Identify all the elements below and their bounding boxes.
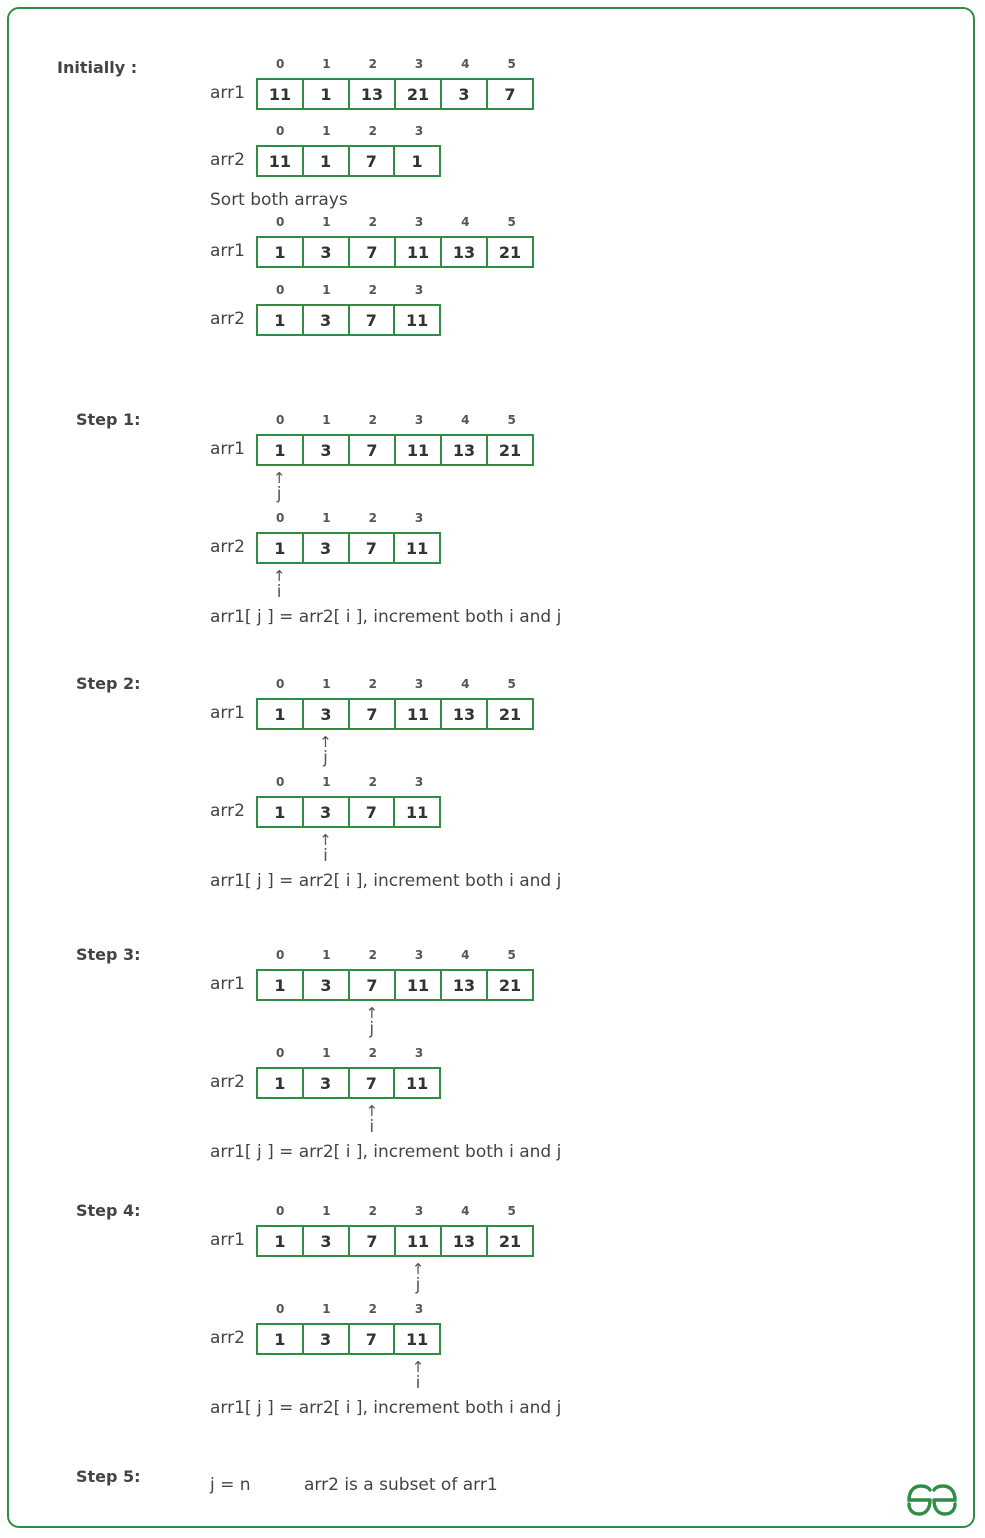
- array-index-label: 4: [461, 57, 470, 71]
- up-arrow-icon: ↑: [411, 1260, 425, 1278]
- array-index-label: 2: [368, 1046, 377, 1060]
- array-cell: 21: [486, 1227, 532, 1255]
- array-index-label: 3: [414, 948, 424, 962]
- step-note: arr2 is a subset of arr1: [304, 1475, 498, 1495]
- array-cell: 3: [302, 1227, 348, 1255]
- array-index-label: 3: [414, 677, 424, 691]
- array-index-label: 5: [507, 215, 516, 229]
- pointer-arrow: [315, 832, 335, 864]
- pointer-name: i: [276, 582, 282, 602]
- array-cell: 3: [302, 306, 348, 334]
- array-cell: 13: [348, 80, 394, 108]
- array-index-label: 1: [322, 1204, 331, 1218]
- array-cell: 1: [302, 80, 348, 108]
- array-name-label: arr1: [210, 703, 245, 723]
- array-index-label: 2: [368, 677, 377, 691]
- array-box: [256, 145, 441, 177]
- array-index-label: 3: [414, 413, 424, 427]
- up-arrow-icon: ↑: [365, 1102, 379, 1120]
- array-index-label: 3: [414, 1204, 424, 1218]
- array-cell: 21: [486, 436, 532, 464]
- array-cell: 13: [440, 1227, 486, 1255]
- array-name-label: arr1: [210, 83, 245, 103]
- array-index-label: 4: [461, 215, 470, 229]
- array-cell: 11: [394, 700, 440, 728]
- array-cell: 7: [348, 1227, 394, 1255]
- array-index-label: 2: [368, 57, 377, 71]
- array-cell: 11: [394, 971, 440, 999]
- up-arrow-icon: ↑: [272, 567, 286, 585]
- array-index-label: 2: [368, 215, 377, 229]
- array-index-label: 4: [461, 948, 470, 962]
- array-index-label: 4: [461, 677, 470, 691]
- array-cell: 11: [394, 238, 440, 266]
- pointer-arrow: [408, 1261, 428, 1293]
- array-cell: 1: [274, 1329, 286, 1349]
- array-index-label: 1: [322, 215, 331, 229]
- array-index-label: 0: [275, 511, 285, 525]
- array-cell: 21: [486, 238, 532, 266]
- array-index-label: 5: [507, 948, 516, 962]
- array-name-label: arr2: [210, 1328, 245, 1348]
- pointer-name: i: [369, 1117, 375, 1137]
- array-index-label: 0: [275, 1046, 285, 1060]
- gfg-logo-icon: [903, 1482, 961, 1518]
- array-cell: 3: [302, 1069, 348, 1097]
- array-box: [256, 532, 441, 564]
- section-heading: Step 1:: [76, 410, 141, 429]
- array-cell: 11: [394, 436, 440, 464]
- array-cell: 13: [440, 700, 486, 728]
- array-cell: 7: [348, 534, 394, 562]
- array-name-label: arr1: [210, 974, 245, 994]
- array-box: [256, 1225, 534, 1257]
- array-cell: 3: [302, 1325, 348, 1353]
- pointer-name: j: [276, 484, 282, 504]
- array-name-label: arr2: [210, 537, 245, 557]
- section-heading: Step 5:: [76, 1467, 141, 1486]
- step-note: arr1[ j ] = arr2[ i ], increment both i and j: [210, 1398, 562, 1418]
- section-heading: Step 4:: [76, 1201, 141, 1220]
- array-cell: 1: [393, 147, 439, 175]
- pointer-arrow: [315, 734, 335, 766]
- section-heading: Step 2:: [76, 674, 141, 693]
- array-index-label: 1: [322, 677, 331, 691]
- array-cell: 3: [440, 80, 486, 108]
- array-cell: 1: [274, 1231, 286, 1251]
- pointer-arrow: [269, 568, 289, 600]
- array-cell: 7: [348, 971, 394, 999]
- array-cell: 1: [274, 704, 286, 724]
- array-index-label: 1: [322, 124, 331, 138]
- array-index-label: 0: [275, 283, 285, 297]
- step-note: arr1[ j ] = arr2[ i ], increment both i and j: [210, 871, 562, 891]
- array-index-label: 0: [275, 1302, 285, 1316]
- array-name-label: arr1: [210, 1230, 245, 1250]
- step-note: j = n: [210, 1475, 251, 1495]
- array-cell: 1: [274, 310, 286, 330]
- array-cell: 7: [348, 1069, 394, 1097]
- section-heading: Step 3:: [76, 945, 141, 964]
- array-index-label: 0: [275, 57, 285, 71]
- array-index-label: 1: [322, 283, 331, 297]
- array-index-label: 2: [368, 775, 377, 789]
- array-index-label: 1: [322, 1302, 331, 1316]
- array-index-label: 3: [414, 775, 424, 789]
- up-arrow-icon: ↑: [365, 1004, 379, 1022]
- array-cell: 1: [274, 440, 286, 460]
- pointer-arrow: [362, 1005, 382, 1037]
- array-box: [256, 969, 534, 1001]
- array-name-label: arr2: [210, 801, 245, 821]
- array-index-label: 4: [461, 1204, 470, 1218]
- array-cell: 3: [302, 971, 348, 999]
- array-box: [256, 698, 534, 730]
- array-index-label: 3: [414, 215, 424, 229]
- array-box: [256, 78, 534, 110]
- array-index-label: 1: [322, 511, 331, 525]
- array-index-label: 3: [414, 511, 424, 525]
- array-index-label: 0: [275, 775, 285, 789]
- array-index-label: 2: [368, 511, 377, 525]
- array-index-label: 1: [322, 948, 331, 962]
- array-cell: 3: [302, 534, 348, 562]
- array-cell: 7: [348, 147, 394, 175]
- step-note: arr1[ j ] = arr2[ i ], increment both i and j: [210, 1142, 562, 1162]
- array-index-label: 2: [368, 413, 377, 427]
- array-index-label: 2: [368, 124, 377, 138]
- pointer-arrow: [269, 470, 289, 502]
- array-index-label: 1: [322, 775, 331, 789]
- up-arrow-icon: ↑: [411, 1358, 425, 1376]
- pointer-name: i: [323, 846, 328, 866]
- array-name-label: arr2: [210, 150, 245, 170]
- pointer-name: i: [415, 1373, 421, 1393]
- array-cell: 1: [302, 147, 348, 175]
- array-index-label: 5: [507, 677, 516, 691]
- pointer-name: j: [323, 748, 328, 768]
- array-index-label: 0: [275, 948, 285, 962]
- array-index-label: 0: [275, 413, 285, 427]
- array-box: [256, 1323, 441, 1355]
- array-index-label: 0: [275, 215, 285, 229]
- array-cell: 11: [393, 1069, 439, 1097]
- array-cell: 1: [274, 242, 286, 262]
- array-cell: 7: [348, 798, 394, 826]
- array-index-label: 3: [414, 283, 424, 297]
- array-index-label: 2: [368, 1302, 377, 1316]
- array-index-label: 3: [414, 124, 424, 138]
- array-cell: 3: [302, 798, 348, 826]
- array-cell: 21: [394, 80, 440, 108]
- array-cell: 7: [348, 436, 394, 464]
- array-box: [256, 236, 534, 268]
- step-note: arr1[ j ] = arr2[ i ], increment both i and j: [210, 607, 562, 627]
- array-index-label: 4: [461, 413, 470, 427]
- array-cell: 13: [440, 436, 486, 464]
- array-box: [256, 304, 441, 336]
- array-cell: 11: [268, 151, 291, 171]
- array-index-label: 5: [507, 57, 516, 71]
- array-box: [256, 796, 441, 828]
- array-name-label: arr2: [210, 309, 245, 329]
- array-index-label: 3: [414, 1046, 424, 1060]
- array-cell: 1: [274, 975, 286, 995]
- array-cell: 11: [394, 1227, 440, 1255]
- array-index-label: 2: [368, 948, 377, 962]
- array-cell: 11: [268, 84, 292, 104]
- array-index-label: 3: [414, 57, 424, 71]
- array-index-label: 5: [507, 413, 516, 427]
- array-cell: 11: [393, 1325, 439, 1353]
- array-cell: 11: [393, 798, 439, 826]
- step-note: Sort both arrays: [210, 190, 348, 210]
- pointer-name: j: [415, 1275, 421, 1295]
- up-arrow-icon: ↑: [319, 733, 332, 751]
- array-cell: 7: [348, 700, 394, 728]
- array-box: [256, 434, 534, 466]
- array-cell: 11: [393, 534, 439, 562]
- array-index-label: 3: [414, 1302, 424, 1316]
- array-index-label: 1: [322, 1046, 331, 1060]
- array-index-label: 0: [275, 124, 285, 138]
- array-cell: 1: [274, 538, 286, 558]
- array-index-label: 2: [368, 283, 377, 297]
- array-cell: 3: [302, 436, 348, 464]
- array-cell: 7: [348, 306, 394, 334]
- array-index-label: 5: [507, 1204, 516, 1218]
- array-index-label: 1: [322, 413, 331, 427]
- array-cell: 13: [440, 238, 486, 266]
- array-index-label: 1: [322, 57, 331, 71]
- array-cell: 7: [348, 238, 394, 266]
- array-box: [256, 1067, 441, 1099]
- pointer-name: j: [369, 1019, 375, 1039]
- array-cell: 21: [486, 971, 532, 999]
- array-cell: 1: [274, 1073, 286, 1093]
- array-name-label: arr1: [210, 439, 245, 459]
- array-cell: 1: [274, 802, 286, 822]
- array-cell: 11: [393, 306, 439, 334]
- pointer-arrow: [362, 1103, 382, 1135]
- section-heading: Initially :: [57, 58, 138, 77]
- array-cell: 21: [486, 700, 532, 728]
- pointer-arrow: [408, 1359, 428, 1391]
- array-cell: 13: [440, 971, 486, 999]
- up-arrow-icon: ↑: [272, 469, 286, 487]
- array-cell: 7: [348, 1325, 394, 1353]
- array-name-label: arr1: [210, 241, 245, 261]
- array-name-label: arr2: [210, 1072, 245, 1092]
- array-cell: 3: [302, 700, 348, 728]
- array-cell: 3: [302, 238, 348, 266]
- array-index-label: 0: [275, 1204, 285, 1218]
- array-index-label: 2: [368, 1204, 377, 1218]
- array-cell: 7: [486, 80, 532, 108]
- array-index-label: 0: [275, 677, 285, 691]
- up-arrow-icon: ↑: [319, 831, 332, 849]
